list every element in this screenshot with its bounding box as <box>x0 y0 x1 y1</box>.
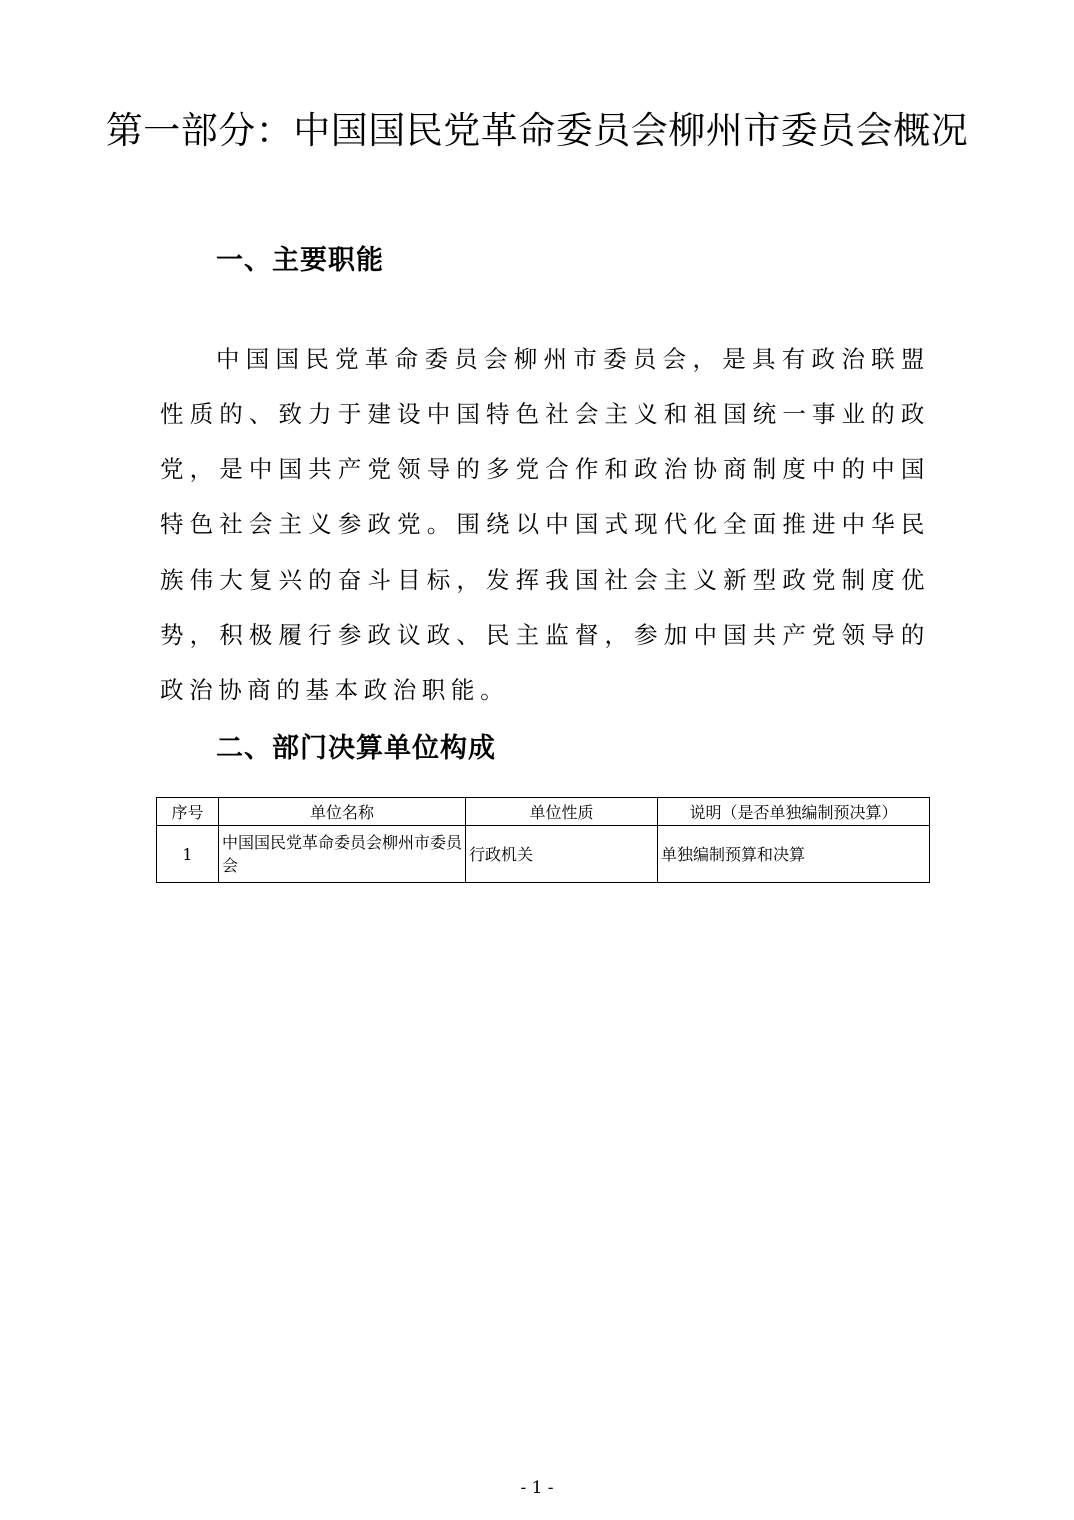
cell-note: 单独编制预算和决算 <box>658 826 930 883</box>
section-heading-main-functions: 一、主要职能 <box>216 245 384 276</box>
cell-unit-name: 中国国民党革命委员会柳州市委员会 <box>219 826 466 883</box>
table-header-row <box>157 798 930 826</box>
cell-unit-type: 行政机关 <box>466 826 658 883</box>
column-header-unit-name: 单位名称 <box>219 798 466 826</box>
column-header-unit-type: 单位性质 <box>466 798 658 826</box>
main-functions-paragraph: 中国国民党革命委员会柳州市委员会，是具有政治联盟性质的、致力于建设中国特色社会主义和祖国统一事业的政党，是中国共产党领导的多党合作和政治协商制度中的中国特色社会主义参政党。围绕以中国式现代化全面推进中华民族伟大复兴的奋斗目标，发挥我国社会主义新型政党制度优势，积极履行参政议政、民主监督，参加中国共产党领导的政治协商的基本政治职能。 <box>160 344 930 705</box>
column-header-note: 说明（是否单独编制预决算） <box>658 798 930 826</box>
unit-composition-table <box>156 797 930 883</box>
cell-index: 1 <box>157 826 219 883</box>
page-number: - 1 - <box>520 1478 554 1498</box>
page-title: 第一部分：中国国民党革命委员会柳州市委员会概况 <box>105 109 969 152</box>
table-row <box>157 826 930 883</box>
column-header-index: 序号 <box>157 798 219 826</box>
section-heading-unit-composition: 二、部门决算单位构成 <box>216 733 496 764</box>
